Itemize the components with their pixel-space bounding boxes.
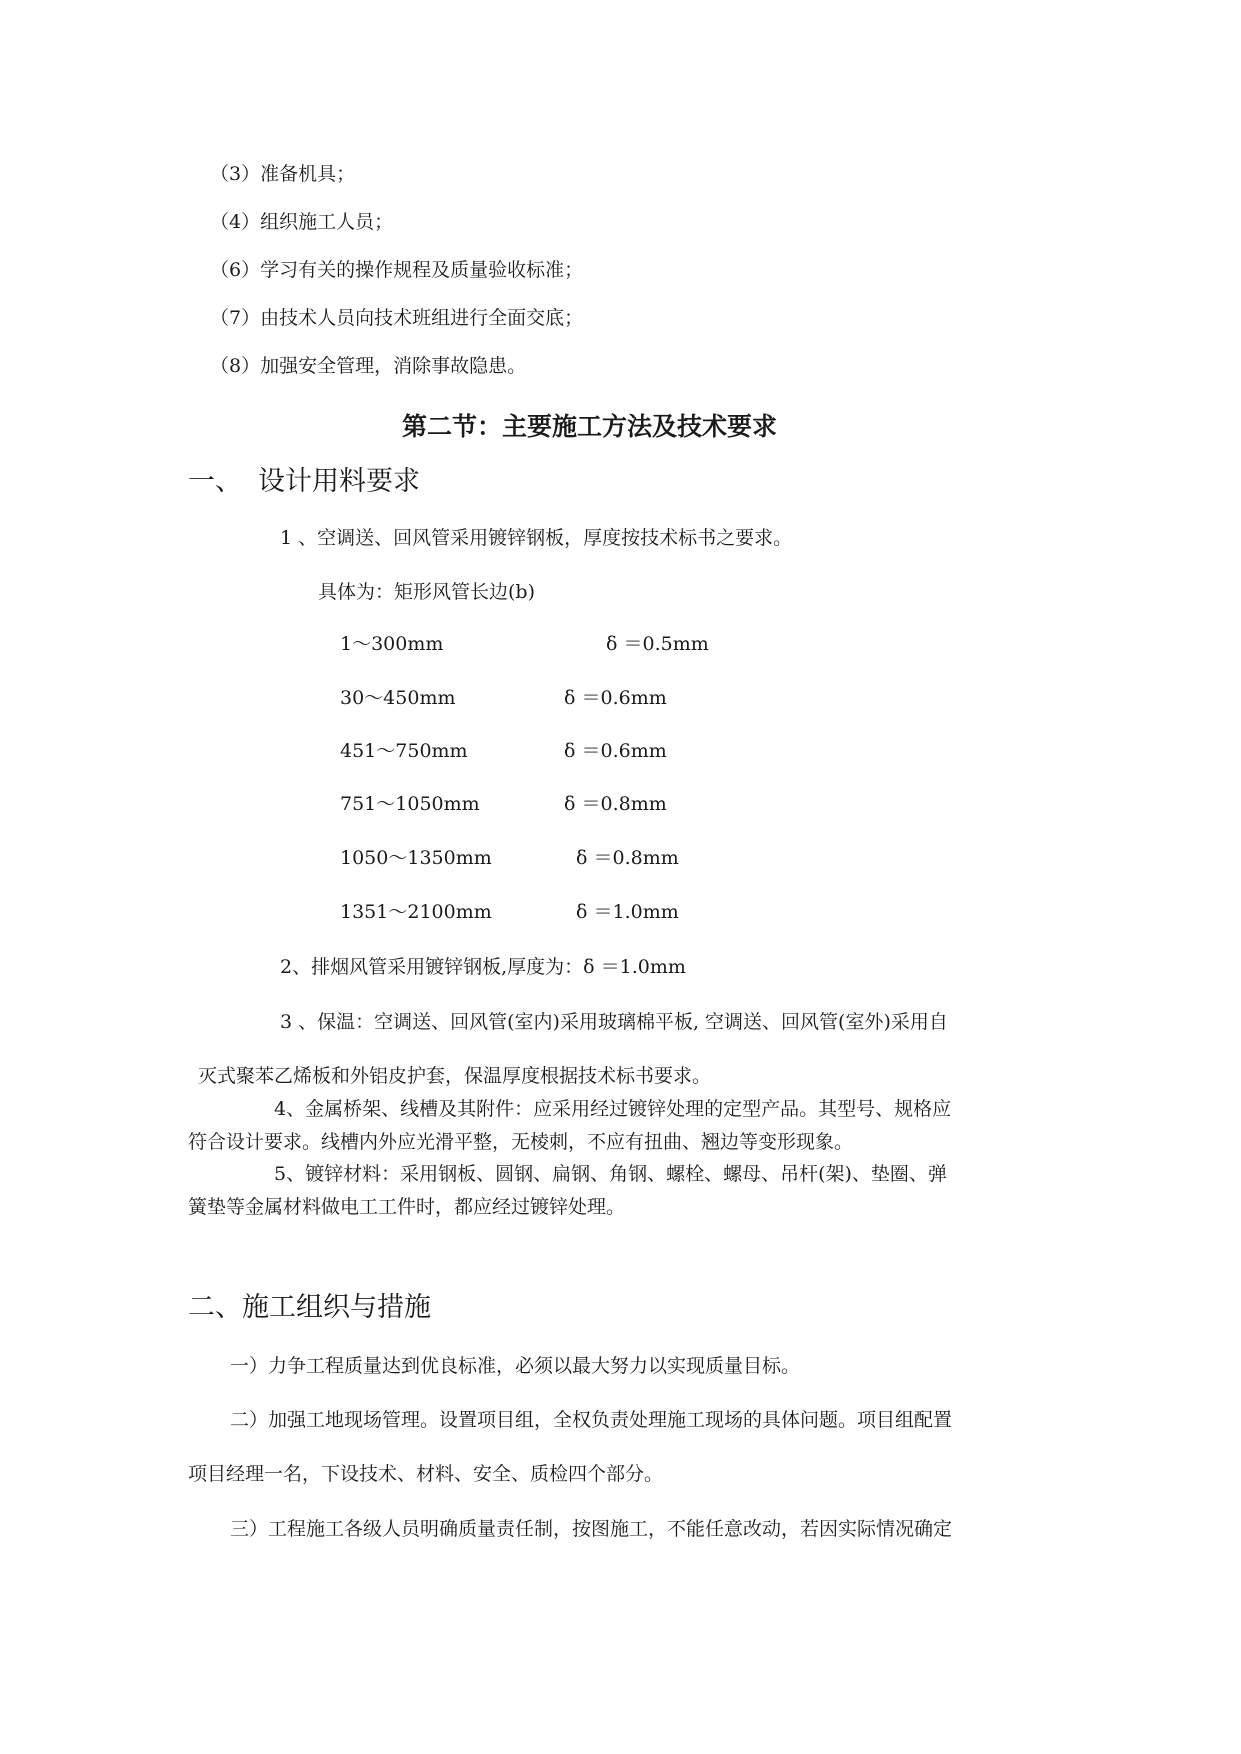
part2-heading: 二、施工组织与措施	[188, 1292, 431, 1323]
part1-item2: 2、排烟风管采用镀锌钢板,厚度为：δ ＝1.0mm	[280, 956, 686, 978]
prep-item: （4）组织施工人员；	[210, 211, 394, 233]
spec-thickness: δ ＝0.6mm	[564, 740, 667, 762]
spec-row	[340, 631, 740, 657]
spec-thickness: δ ＝0.8mm	[564, 793, 667, 815]
part1-item4-line1: 4、金属桥架、线槽及其附件：应采用经过镀锌处理的定型产品。其型号、规格应	[274, 1098, 952, 1120]
spec-thickness: δ ＝1.0mm	[576, 901, 679, 923]
spec-thickness: δ ＝0.8mm	[576, 847, 679, 869]
spec-row	[340, 791, 740, 817]
spec-intro: 具体为：矩形风管长边(b)	[318, 581, 535, 603]
prep-item: （8）加强安全管理，消除事故隐患。	[210, 355, 527, 377]
part1-item5-line2: 簧垫等金属材料做电工工件时，都应经过镀锌处理。	[188, 1196, 626, 1218]
spec-range: 1～300mm	[340, 633, 444, 655]
part1-item3-line1: 3 、保温：空调送、回风管(室内)采用玻璃棉平板, 空调送、回风管(室外)采用自	[280, 1011, 948, 1033]
prep-item: （7）由技术人员向技术班组进行全面交底；	[210, 307, 584, 329]
part1-item5-line1: 5、镀锌材料：采用钢板、圆钢、扁钢、角钢、螺栓、螺母、吊杆(架)、垫圈、弹	[274, 1163, 947, 1185]
section-title: 第二节：主要施工方法及技术要求	[402, 412, 778, 441]
spec-range: 751～1050mm	[340, 793, 480, 815]
spec-range: 451～750mm	[340, 740, 468, 762]
spec-row	[340, 738, 740, 764]
spec-range: 30～450mm	[340, 687, 456, 709]
part2-p1: 一）力争工程质量达到优良标准，必须以最大努力以实现质量目标。	[230, 1355, 801, 1377]
spec-row	[340, 685, 740, 711]
part1-item3-line2: 灭式聚苯乙烯板和外铝皮护套，保温厚度根据技术标书要求。	[198, 1065, 712, 1087]
spec-range: 1050～1350mm	[340, 847, 492, 869]
spec-row	[340, 899, 740, 925]
part1-item4-line2: 符合设计要求。线槽内外应光滑平整，无棱刺，不应有扭曲、翘边等变形现象。	[188, 1131, 854, 1153]
part2-p2-line1: 二）加强工地现场管理。设置项目组，全权负责处理施工现场的具体问题。项目组配置	[230, 1409, 953, 1431]
part2-p3-line1: 三）工程施工各级人员明确质量责任制，按图施工，不能任意改动，若因实际情况确定	[230, 1518, 953, 1540]
prep-item: （6）学习有关的操作规程及质量验收标准；	[210, 259, 584, 281]
prep-item: （3）准备机具；	[210, 163, 356, 185]
part1-number: 一、	[188, 466, 242, 497]
spec-row	[340, 845, 740, 871]
part1-title: 设计用料要求	[258, 466, 420, 497]
spec-range: 1351～2100mm	[340, 901, 492, 923]
spec-thickness: δ ＝0.5mm	[606, 633, 709, 655]
spec-thickness: δ ＝0.6mm	[564, 687, 667, 709]
part1-item1: 1 、空调送、回风管采用镀锌钢板，厚度按技术标书之要求。	[280, 527, 793, 549]
part2-p2-line2: 项目经理一名，下设技术、材料、安全、质检四个部分。	[188, 1463, 664, 1485]
